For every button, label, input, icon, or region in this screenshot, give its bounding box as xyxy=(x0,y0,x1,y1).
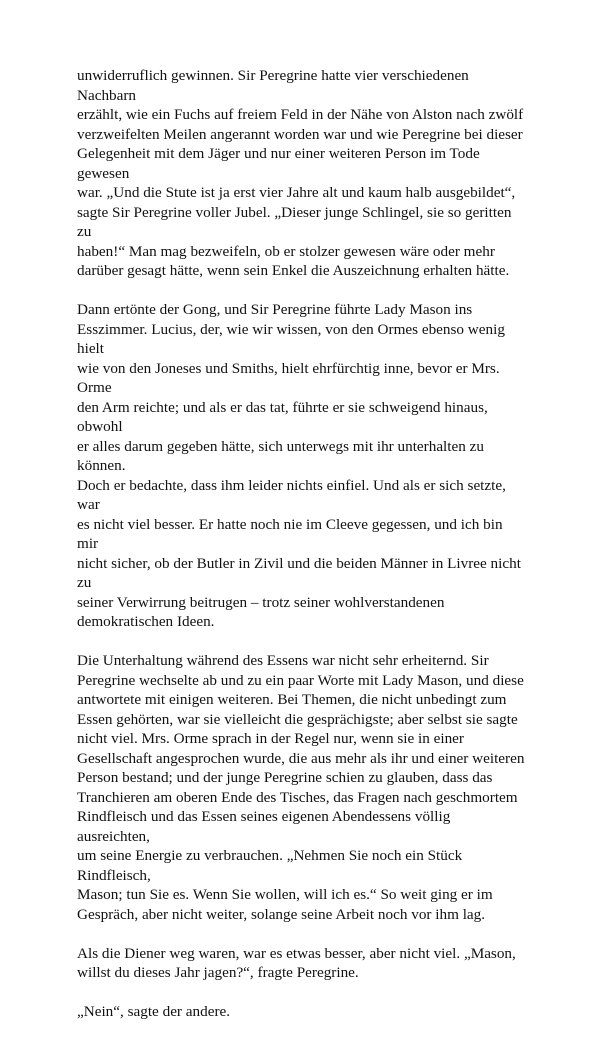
paragraph-2: Dann ertönte der Gong, und Sir Peregrine führte Lady Mason ins Esszimmer. Lucius, der, wie wir wissen, von den Ormes ebenso wenig hielt wie von den Joneses und Smiths, hielt ehrfürchtig inne, bevor er Mrs. Orme den Arm reichte; und als er das tat, führte er sie schweigend hinaus, obwohl er alles darum gegeben hätte, sich unterwegs mit ihr unterhalten zu können. Doch er bedachte, dass ihm leider nichts einfiel. Und als er sich setzte, war es nicht viel besser. Er hatte noch nie im Cleeve gegessen, und ich bin mir nicht sicher, ob der Butler in Zivil und die beiden Männer in Livree nicht zu seiner Verwirrung beitrugen – trotz seiner wohlverstandenen demokratischen Ideen. xyxy=(77,301,521,630)
paragraph-4: Als die Diener weg waren, war es etwas besser, aber nicht viel. „Mason, willst du dieses Jahr jagen?“, fragte Peregrine. xyxy=(77,944,516,981)
paragraph-3: Die Unterhaltung während des Essens war nicht sehr erheiternd. Sir Peregrine wechselte ab und zu ein paar Worte mit Lady Mason, und diese antwortete mit einigen weiteren. Bei Themen, die nicht unbedingt zum Essen gehörten, war sie vielleicht die gesprächigste; aber selbst sie sagte nicht viel. Mrs. Orme sprach in der Regel nur, wenn sie in einer Gesellschaft angesprochen wurde, die aus mehr als ihr und einer weiteren Person bestand; und der junge Peregrine schien zu glauben, dass das Tranchieren am oberen Ende des Tisches, das Fragen nach geschmortem Rindfleisch und das Essen seines eigenen Abendessens völlig ausreichten, um seine Energie zu verbrauchen. „Nehmen Sie noch ein Stück Rindfleisch, Mason; tun Sie es. Wenn Sie wollen, will ich es.“ So weit ging er im Gespräch, aber nicht weiter, solange seine Arbeit noch vor ihm lag. xyxy=(77,652,525,923)
paragraph-5: „Nein“, sagte der andere. xyxy=(77,1003,231,1020)
document-page xyxy=(77,66,527,1041)
paragraph-1: unwiderruflich gewinnen. Sir Peregrine hatte vier verschiedenen Nachbarn erzählt, wie ein Fuchs auf freiem Feld in der Nähe von Alston nach zwölf verzweifelten Meilen angerannt worden war und wie Peregrine bei dieser Gelegenheit mit dem Jäger und nur einer weiteren Person im Tode gewesen war. „Und die Stute ist ja erst vier Jahre alt und kaum halb ausgebildet“, sagte Sir Peregrine voller Jubel. „Dieser junge Schlingel, sie so geritten zu haben!“ Man mag bezweifeln, ob er stolzer gewesen wäre oder mehr darüber gesagt hätte, wenn sein Enkel die Auszeichnung erhalten hätte. xyxy=(77,67,524,279)
